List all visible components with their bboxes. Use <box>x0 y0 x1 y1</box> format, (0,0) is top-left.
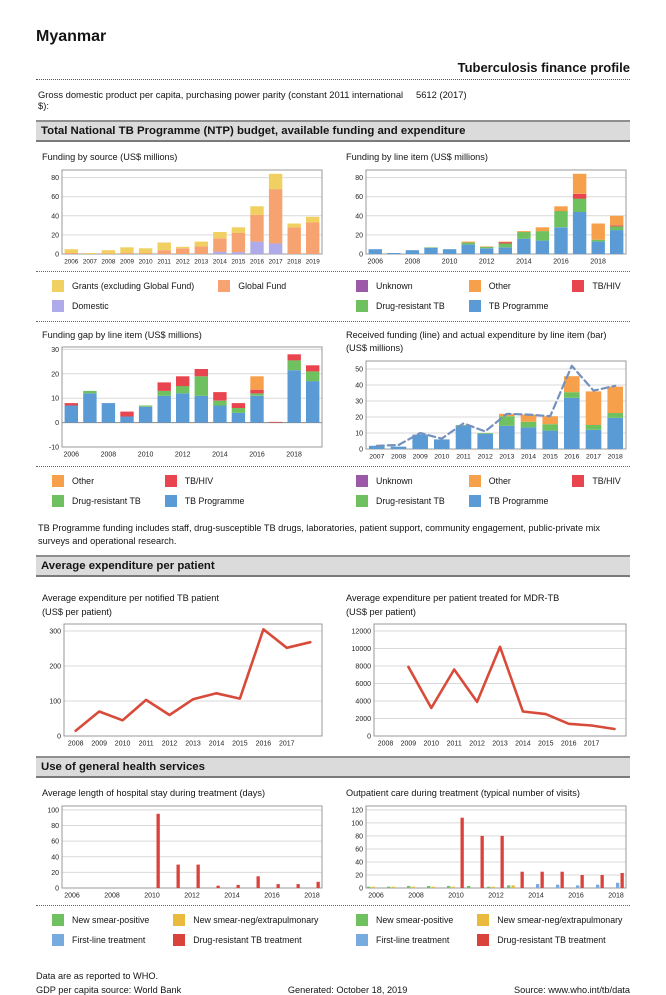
svg-text:2018: 2018 <box>304 892 320 900</box>
svg-text:2010: 2010 <box>434 453 450 460</box>
svg-text:2019: 2019 <box>305 258 320 265</box>
legend-label: TB/HIV <box>592 280 621 291</box>
legend-swatch <box>572 475 584 487</box>
svg-text:2012: 2012 <box>184 892 200 900</box>
svg-text:2008: 2008 <box>104 892 120 900</box>
section-header-avg-expenditure: Average expenditure per patient <box>36 555 630 577</box>
svg-text:2006: 2006 <box>64 258 79 265</box>
chart-hospital-stay <box>36 786 326 900</box>
chart-title: Funding by source (US$ millions) <box>42 152 178 162</box>
chart-avg-expenditure-mdr <box>340 591 630 748</box>
svg-text:2017: 2017 <box>585 453 602 460</box>
legend-item <box>173 914 318 926</box>
svg-text:2018: 2018 <box>286 451 302 459</box>
legend-swatch <box>469 280 481 292</box>
legend-band-3 <box>36 905 630 955</box>
legend-band-1 <box>36 271 630 322</box>
svg-text:8000: 8000 <box>355 663 371 671</box>
svg-text:2010: 2010 <box>114 740 131 748</box>
svg-text:2011: 2011 <box>157 258 171 265</box>
chart-funding-gap <box>36 328 326 461</box>
legend-swatch <box>165 475 177 487</box>
avg-expenditure-notified-chart <box>36 620 326 748</box>
svg-text:2012: 2012 <box>175 258 190 265</box>
svg-text:100: 100 <box>49 698 61 706</box>
svg-text:2008: 2008 <box>101 258 116 265</box>
svg-text:20: 20 <box>51 371 59 379</box>
chart-title: Received funding (line) and actual expenditure by line item (bar) <box>346 329 607 340</box>
outpatient-care-chart <box>340 802 630 900</box>
svg-text:20: 20 <box>51 231 59 239</box>
chart-title: Funding gap by line item (US$ millions) <box>42 329 202 340</box>
svg-text:2007: 2007 <box>369 453 385 460</box>
legend-label: Drug-resistant TB <box>376 495 445 506</box>
svg-text:2016: 2016 <box>264 892 280 900</box>
svg-text:2008: 2008 <box>408 892 424 900</box>
footer-row <box>36 985 630 995</box>
svg-text:2010: 2010 <box>448 892 464 900</box>
svg-text:2012: 2012 <box>161 740 178 748</box>
svg-text:2013: 2013 <box>185 740 201 748</box>
legend-swatch <box>52 280 64 292</box>
svg-text:30: 30 <box>51 346 59 354</box>
svg-text:2009: 2009 <box>400 740 417 748</box>
svg-text:40: 40 <box>51 212 59 220</box>
tb-programme-note: TB Programme funding includes staff, drug-susceptible TB drugs, laboratories, patient support, community engagement, public-private mix surveys and operational research. <box>38 522 600 546</box>
svg-text:2016: 2016 <box>249 451 265 459</box>
legend-label: Other <box>488 280 511 291</box>
footer-gdp-source: GDP per capita source: World Bank <box>36 984 182 995</box>
svg-text:2013: 2013 <box>499 453 515 460</box>
svg-text:-10: -10 <box>48 444 59 452</box>
svg-text:30: 30 <box>355 398 363 405</box>
legend-label: First-line treatment <box>376 934 450 945</box>
country-title: Myanmar <box>36 28 107 45</box>
svg-text:2010: 2010 <box>144 892 160 900</box>
svg-text:10: 10 <box>51 395 59 403</box>
svg-text:0: 0 <box>55 251 59 258</box>
svg-text:0: 0 <box>359 885 363 893</box>
svg-text:2013: 2013 <box>194 258 209 265</box>
svg-text:20: 20 <box>355 414 363 421</box>
svg-text:2011: 2011 <box>138 740 154 748</box>
chart-title: Average length of hospital stay during treatment (days) <box>42 788 266 799</box>
avg-expenditure-mdr-chart <box>340 620 630 748</box>
footer-generated: Generated: October 18, 2019 <box>287 984 408 995</box>
legend-label: New smear-positive <box>72 914 150 925</box>
svg-text:0: 0 <box>359 446 363 453</box>
received-funding-legend <box>340 475 630 507</box>
svg-text:2014: 2014 <box>212 451 228 459</box>
legend-item <box>165 495 245 507</box>
svg-text:2012: 2012 <box>477 453 493 460</box>
svg-text:2006: 2006 <box>368 892 384 900</box>
svg-text:2017: 2017 <box>583 740 600 748</box>
svg-text:2008: 2008 <box>67 740 84 748</box>
svg-text:2016: 2016 <box>564 453 580 460</box>
svg-text:0: 0 <box>367 733 371 741</box>
chart-title: Outpatient care during treatment (typical number of visits) <box>346 788 580 799</box>
svg-text:2011: 2011 <box>456 453 471 460</box>
svg-text:2014: 2014 <box>212 258 227 265</box>
footer-source: Source: www.who.int/tb/data <box>514 984 630 995</box>
legend-swatch <box>356 495 368 507</box>
svg-text:2018: 2018 <box>608 892 624 900</box>
legend-item <box>572 280 620 292</box>
chart-subtitle: (US$ per patient) <box>42 606 112 617</box>
legend-swatch <box>469 495 481 507</box>
legend-item <box>469 495 549 507</box>
svg-text:0: 0 <box>55 885 59 893</box>
hospital-stay-legend <box>36 914 326 946</box>
chart-title: Average expenditure per notified TB patient <box>42 593 219 604</box>
legend-item <box>469 300 549 312</box>
legend-item <box>218 280 286 292</box>
svg-text:100: 100 <box>47 807 59 815</box>
funding-by-source-legend <box>36 280 326 312</box>
legend-swatch <box>477 914 489 926</box>
svg-text:2017: 2017 <box>279 740 295 748</box>
legend-item <box>52 914 149 926</box>
chart-outpatient-care <box>340 786 630 900</box>
svg-text:60: 60 <box>51 838 59 846</box>
legend-item <box>469 475 549 487</box>
charts-row-4 <box>36 786 630 900</box>
svg-text:2013: 2013 <box>492 740 508 748</box>
svg-text:80: 80 <box>355 833 363 841</box>
svg-text:20: 20 <box>51 869 59 877</box>
legend-swatch <box>469 475 481 487</box>
svg-text:0: 0 <box>359 251 363 258</box>
chart-subtitle: (US$ millions) <box>346 343 404 353</box>
legend-label: Drug-resistant TB treatment <box>497 934 606 945</box>
legend-label: Global Fund <box>238 280 287 291</box>
svg-text:2010: 2010 <box>441 258 458 265</box>
legend-label: Domestic <box>72 300 109 311</box>
svg-text:80: 80 <box>51 822 59 830</box>
svg-text:20: 20 <box>355 231 363 239</box>
svg-text:120: 120 <box>351 807 363 815</box>
svg-text:2010: 2010 <box>423 740 440 748</box>
legend-label: Grants (excluding Global Fund) <box>72 280 195 291</box>
chart-subtitle: (US$ per patient) <box>346 606 416 617</box>
svg-text:2014: 2014 <box>520 453 537 460</box>
legend-swatch <box>469 300 481 312</box>
legend-label: New smear-neg/extrapulmonary <box>497 914 623 925</box>
svg-text:2014: 2014 <box>515 740 531 748</box>
legend-item <box>356 300 445 312</box>
svg-text:2016: 2016 <box>249 258 265 265</box>
legend-swatch <box>52 495 64 507</box>
legend-item <box>572 475 620 487</box>
svg-text:2014: 2014 <box>516 258 532 265</box>
svg-text:2015: 2015 <box>542 453 558 460</box>
svg-text:40: 40 <box>355 212 363 220</box>
legend-item <box>469 280 549 292</box>
legend-item <box>52 280 194 292</box>
svg-text:40: 40 <box>355 859 363 867</box>
svg-text:2008: 2008 <box>404 258 421 265</box>
svg-text:6000: 6000 <box>355 681 371 689</box>
svg-text:2000: 2000 <box>355 716 371 724</box>
legend-label: New smear-neg/extrapulmonary <box>193 914 319 925</box>
legend-label: First-line treatment <box>72 934 146 945</box>
legend-swatch <box>52 300 64 312</box>
legend-label: TB Programme <box>488 300 549 311</box>
funding-gap-chart <box>36 343 326 459</box>
legend-band-2 <box>36 466 630 516</box>
legend-swatch <box>356 914 368 926</box>
svg-text:2008: 2008 <box>377 740 394 748</box>
legend-label: New smear-positive <box>376 914 454 925</box>
legend-label: TB/HIV <box>592 475 621 486</box>
legend-swatch <box>165 495 177 507</box>
funding-by-source-chart <box>36 166 326 266</box>
profile-title: Tuberculosis finance profile <box>36 60 630 80</box>
svg-text:10: 10 <box>355 430 363 437</box>
chart-title: Average expenditure per patient treated for MDR-TB <box>346 593 560 604</box>
svg-text:2015: 2015 <box>232 740 248 748</box>
svg-text:2006: 2006 <box>64 892 80 900</box>
svg-text:2016: 2016 <box>255 740 272 748</box>
charts-row-2 <box>36 328 630 461</box>
charts-row-3 <box>36 591 630 748</box>
legend-swatch <box>52 475 64 487</box>
svg-text:2016: 2016 <box>568 892 584 900</box>
svg-text:2018: 2018 <box>287 258 302 265</box>
svg-text:2009: 2009 <box>412 453 428 460</box>
legend-label: TB Programme <box>488 495 549 506</box>
svg-text:2008: 2008 <box>390 453 407 460</box>
svg-text:40: 40 <box>355 382 363 389</box>
svg-text:2014: 2014 <box>224 892 240 900</box>
svg-text:20: 20 <box>355 872 363 880</box>
svg-text:2007: 2007 <box>82 258 97 265</box>
svg-text:2010: 2010 <box>138 258 153 265</box>
hospital-stay-chart <box>36 802 326 900</box>
gdp-label: Gross domestic product per capita, purchasing power parity (constant 2011 international $): <box>38 89 404 111</box>
legend-label: TB Programme <box>184 495 245 506</box>
legend-item <box>356 914 453 926</box>
chart-funding-by-source <box>36 150 326 266</box>
svg-text:2016: 2016 <box>560 740 577 748</box>
svg-text:0: 0 <box>55 420 59 428</box>
legend-label: Drug-resistant TB <box>72 495 141 506</box>
svg-text:2012: 2012 <box>488 892 504 900</box>
gdp-row <box>38 89 630 111</box>
svg-text:2010: 2010 <box>137 451 154 459</box>
svg-text:0: 0 <box>57 733 61 741</box>
svg-text:60: 60 <box>51 193 59 201</box>
legend-item <box>52 495 141 507</box>
svg-text:50: 50 <box>355 366 363 373</box>
footer <box>36 971 630 995</box>
legend-label: Other <box>488 475 511 486</box>
svg-text:2018: 2018 <box>607 453 623 460</box>
svg-text:300: 300 <box>49 628 61 636</box>
svg-text:60: 60 <box>355 846 363 854</box>
svg-text:2015: 2015 <box>538 740 554 748</box>
legend-item <box>165 475 245 487</box>
chart-avg-expenditure-notified <box>36 591 326 748</box>
legend-item <box>52 475 141 487</box>
legend-swatch <box>356 300 368 312</box>
svg-text:100: 100 <box>351 820 363 828</box>
legend-item <box>477 914 622 926</box>
svg-text:2014: 2014 <box>208 740 225 748</box>
svg-text:200: 200 <box>49 663 61 671</box>
svg-text:4000: 4000 <box>355 698 371 706</box>
charts-row-1 <box>36 150 630 266</box>
outpatient-care-legend <box>340 914 630 946</box>
svg-text:2012: 2012 <box>478 258 495 265</box>
svg-text:2018: 2018 <box>590 258 606 265</box>
legend-label: TB/HIV <box>184 475 214 486</box>
legend-label: Other <box>72 475 95 486</box>
svg-text:2006: 2006 <box>63 451 80 459</box>
svg-text:2015: 2015 <box>231 258 246 265</box>
legend-swatch <box>356 475 368 487</box>
legend-swatch <box>173 914 185 926</box>
legend-label: Drug-resistant TB <box>376 300 445 311</box>
legend-item <box>356 475 445 487</box>
svg-text:60: 60 <box>355 193 363 201</box>
svg-text:80: 80 <box>51 174 59 182</box>
legend-item <box>356 495 445 507</box>
section-header-budget: Total National TB Programme (NTP) budget, available funding and expenditure <box>36 120 630 142</box>
funding-by-line-item-legend <box>340 280 630 312</box>
legend-item <box>356 280 445 292</box>
legend-swatch <box>52 914 64 926</box>
legend-swatch <box>218 280 230 292</box>
svg-text:2012: 2012 <box>469 740 485 748</box>
svg-text:80: 80 <box>355 174 363 182</box>
gdp-value: 5612 (2017) <box>416 89 467 100</box>
footer-line1: Data are as reported to WHO. <box>36 970 159 981</box>
legend-item <box>52 300 194 312</box>
funding-by-line-item-chart <box>340 166 630 266</box>
svg-text:2009: 2009 <box>91 740 107 748</box>
svg-text:2017: 2017 <box>268 258 283 265</box>
svg-text:2006: 2006 <box>367 258 384 265</box>
svg-text:12000: 12000 <box>351 628 371 636</box>
svg-text:2014: 2014 <box>528 892 544 900</box>
received-funding-chart <box>340 357 630 461</box>
legend-label: Unknown <box>376 475 413 486</box>
svg-text:2011: 2011 <box>446 740 462 748</box>
funding-gap-legend <box>36 475 326 507</box>
section-header-health-services: Use of general health services <box>36 756 630 778</box>
chart-funding-by-line-item <box>340 150 630 266</box>
legend-label: Unknown <box>376 280 413 291</box>
svg-text:2012: 2012 <box>174 451 191 459</box>
svg-text:2009: 2009 <box>119 258 135 265</box>
legend-swatch <box>356 280 368 292</box>
svg-text:10000: 10000 <box>351 646 371 654</box>
svg-text:2016: 2016 <box>553 258 569 265</box>
legend-swatch <box>572 280 584 292</box>
svg-text:2008: 2008 <box>100 451 117 459</box>
chart-title: Funding by line item (US$ millions) <box>346 152 488 162</box>
svg-text:40: 40 <box>51 853 59 861</box>
legend-label: Drug-resistant TB treatment <box>193 934 302 945</box>
chart-received-funding <box>340 328 630 461</box>
